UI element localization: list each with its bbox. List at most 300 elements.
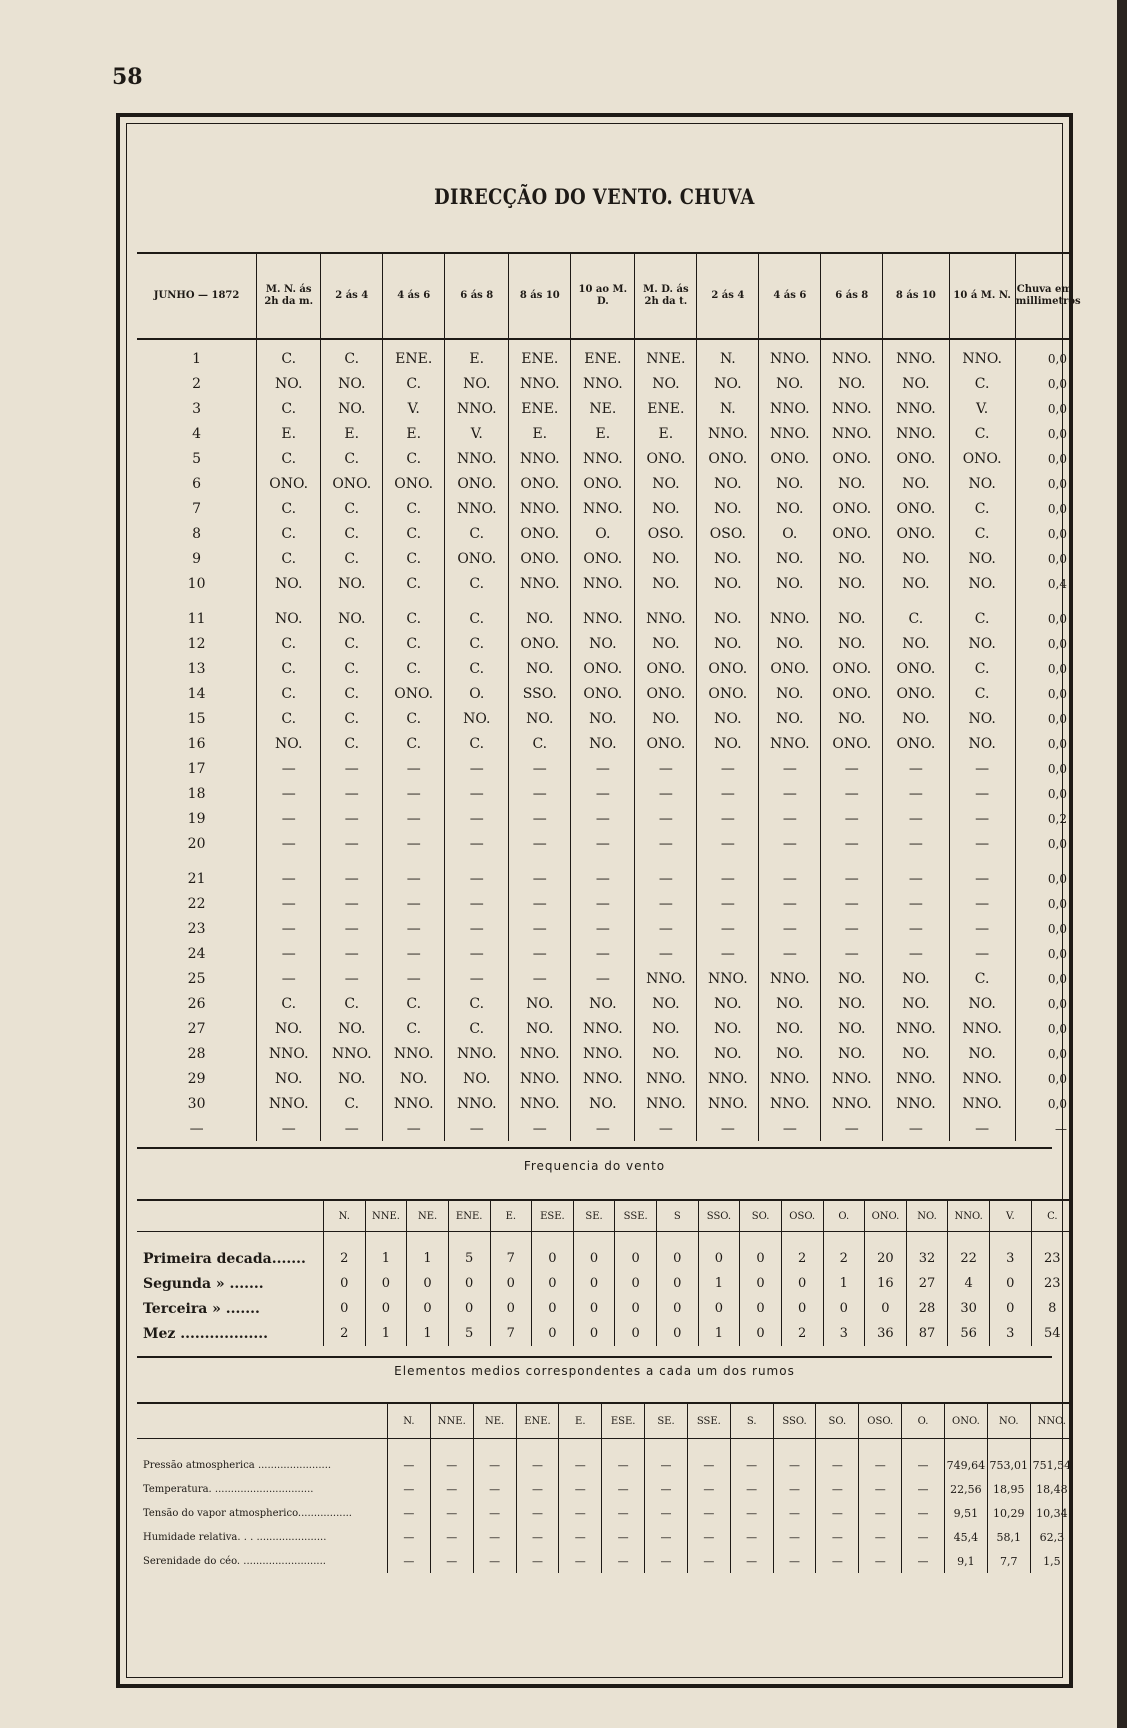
- day-cell: 12: [187, 635, 206, 652]
- wind-cell: —: [821, 806, 883, 831]
- wind-cell: NO.: [949, 631, 1015, 656]
- mean-elements-table: [137, 1402, 1073, 1573]
- table-row: [137, 1321, 1073, 1346]
- wind-cell: —: [635, 806, 697, 831]
- wind-cell: ONO.: [821, 656, 883, 681]
- elements-cell: —: [902, 1549, 945, 1573]
- wind-cell: C.: [321, 496, 383, 521]
- row-label: Humidade relativa. . . ......................: [143, 1531, 327, 1543]
- wind-cell: —: [321, 806, 383, 831]
- day-cell: 16: [187, 735, 206, 752]
- wind-cell: C.: [383, 596, 445, 631]
- wind-cell: C.: [257, 706, 321, 731]
- wind-cell: C.: [383, 371, 445, 396]
- frequency-caption: Frequencia do vento: [523, 1159, 666, 1173]
- table-row: [137, 339, 1073, 371]
- elements-cell: —: [388, 1477, 431, 1501]
- wind-cell: E.: [257, 421, 321, 446]
- wind-cell: C.: [383, 496, 445, 521]
- wind-cell: —: [821, 781, 883, 806]
- wind-cell: NO.: [697, 471, 759, 496]
- section-rule: [137, 1147, 1052, 1149]
- wind-cell: ONO.: [257, 471, 321, 496]
- frequency-column-header: S: [657, 1200, 699, 1232]
- wind-cell: NNO.: [883, 339, 949, 371]
- frequency-cell: 0: [865, 1296, 907, 1321]
- table-row: [137, 546, 1073, 571]
- wind-cell: NO.: [257, 571, 321, 596]
- elements-cell: —: [816, 1477, 859, 1501]
- wind-cell: —: [821, 891, 883, 916]
- wind-cell: —: [383, 756, 445, 781]
- wind-cell: NO.: [509, 991, 571, 1016]
- wind-cell: C.: [321, 631, 383, 656]
- wind-cell: NNO.: [445, 1091, 509, 1116]
- table-row: [137, 706, 1073, 731]
- wind-cell: —: [509, 891, 571, 916]
- wind-cell: NNO.: [571, 1016, 635, 1041]
- elements-column-header: NO.: [987, 1403, 1030, 1439]
- frequency-cell: 0: [615, 1271, 657, 1296]
- row-label: Mez ..................: [143, 1325, 268, 1342]
- frequency-cell: 36: [865, 1321, 907, 1346]
- day-cell: 8: [192, 525, 202, 542]
- wind-cell: ONO.: [321, 471, 383, 496]
- wind-cell: —: [445, 1116, 509, 1141]
- wind-cell: NO.: [697, 546, 759, 571]
- wind-cell: —: [445, 831, 509, 856]
- elements-column-header: SO.: [816, 1403, 859, 1439]
- wind-cell: —: [635, 916, 697, 941]
- wind-cell: —: [571, 781, 635, 806]
- wind-cell: NNO.: [949, 339, 1015, 371]
- wind-cell: —: [321, 966, 383, 991]
- wind-cell: C.: [257, 656, 321, 681]
- wind-cell: NO.: [383, 1066, 445, 1091]
- wind-cell: —: [571, 966, 635, 991]
- wind-cell: ENE.: [509, 339, 571, 371]
- wind-cell: —: [445, 856, 509, 891]
- wind-cell: NO.: [321, 396, 383, 421]
- rain-cell: 0,0: [1015, 596, 1073, 631]
- wind-cell: —: [257, 756, 321, 781]
- wind-cell: NO.: [883, 1041, 949, 1066]
- frequency-cell: 4: [948, 1271, 990, 1296]
- day-cell: 26: [187, 995, 206, 1012]
- elements-cell: —: [602, 1439, 645, 1478]
- elements-cell: —: [645, 1439, 688, 1478]
- wind-cell: C.: [321, 681, 383, 706]
- table-row: [137, 1271, 1073, 1296]
- frequency-column-header: V.: [990, 1200, 1032, 1232]
- wind-cell: E.: [509, 421, 571, 446]
- elements-cell: —: [473, 1525, 516, 1549]
- table-row: [137, 1439, 1073, 1478]
- elements-cell: —: [602, 1477, 645, 1501]
- frequency-header: [137, 1200, 1073, 1232]
- rain-cell: 0,0: [1015, 631, 1073, 656]
- elements-cell: —: [645, 1525, 688, 1549]
- frequency-column-header: O.: [823, 1200, 865, 1232]
- wind-cell: —: [383, 916, 445, 941]
- wind-cell: ONO.: [821, 731, 883, 756]
- wind-cell: —: [257, 831, 321, 856]
- elements-cell: 749,64: [944, 1439, 987, 1478]
- wind-cell: NO.: [257, 371, 321, 396]
- wind-cell: ONO.: [571, 471, 635, 496]
- elements-cell: —: [816, 1439, 859, 1478]
- wind-cell: —: [949, 1116, 1015, 1141]
- wind-cell: —: [883, 941, 949, 966]
- frequency-corner: [137, 1200, 324, 1232]
- wind-cell: ONO.: [759, 656, 821, 681]
- frequency-cell: 0: [698, 1296, 740, 1321]
- elements-cell: —: [902, 1525, 945, 1549]
- wind-cell: NNO.: [759, 1066, 821, 1091]
- wind-cell: C.: [321, 991, 383, 1016]
- wind-cell: NNO.: [697, 1091, 759, 1116]
- elements-column-header: ONO.: [944, 1403, 987, 1439]
- wind-cell: —: [571, 891, 635, 916]
- wind-cell: ONO.: [383, 471, 445, 496]
- frequency-cell: 0: [657, 1321, 699, 1346]
- table-row: [137, 1016, 1073, 1041]
- wind-cell: NO.: [321, 596, 383, 631]
- row-label: Tensão do vapor atmospherico.................: [143, 1507, 352, 1519]
- wind-cell: NO.: [821, 966, 883, 991]
- wind-direction-table: [137, 252, 1081, 1141]
- frequency-cell: 3: [990, 1321, 1032, 1346]
- day-cell: 1: [192, 350, 202, 367]
- elements-column-header: ESE.: [602, 1403, 645, 1439]
- wind-cell: NO.: [571, 631, 635, 656]
- table-row: [137, 656, 1073, 681]
- wind-cell: ENE.: [571, 339, 635, 371]
- rain-cell: 0,0: [1015, 1091, 1073, 1116]
- rain-cell: 0,0: [1015, 339, 1073, 371]
- wind-cell: NE.: [571, 396, 635, 421]
- elements-cell: —: [559, 1477, 602, 1501]
- wind-cell: NNO.: [821, 1066, 883, 1091]
- wind-column-header: JUNHO — 1872: [137, 253, 257, 339]
- elements-column-header: NE.: [473, 1403, 516, 1439]
- table-row: [137, 496, 1073, 521]
- wind-cell: —: [883, 781, 949, 806]
- elements-column-header: NNO.: [1030, 1403, 1073, 1439]
- frequency-cell: 8: [1031, 1296, 1073, 1321]
- elements-cell: —: [559, 1439, 602, 1478]
- row-label: Primeira decada.......: [143, 1250, 306, 1267]
- day-cell: 4: [192, 425, 202, 442]
- wind-cell: —: [883, 916, 949, 941]
- wind-cell: ONO.: [883, 446, 949, 471]
- wind-cell: V.: [383, 396, 445, 421]
- elements-cell: —: [602, 1549, 645, 1573]
- elements-cell: —: [687, 1477, 730, 1501]
- frequency-cell: 22: [948, 1232, 990, 1272]
- rain-cell: 0,0: [1015, 891, 1073, 916]
- wind-cell: NNO.: [759, 731, 821, 756]
- elements-header: [137, 1403, 1073, 1439]
- wind-cell: NNO.: [571, 496, 635, 521]
- wind-cell: —: [759, 856, 821, 891]
- wind-cell: ONO.: [821, 446, 883, 471]
- wind-cell: NNO.: [571, 1066, 635, 1091]
- wind-cell: NNO.: [759, 596, 821, 631]
- row-label: Terceira » .......: [143, 1300, 260, 1317]
- wind-cell: C.: [445, 1016, 509, 1041]
- wind-cell: —: [697, 891, 759, 916]
- wind-cell: —: [883, 806, 949, 831]
- frequency-cell: 0: [781, 1296, 823, 1321]
- wind-cell: —: [383, 891, 445, 916]
- wind-cell: NNO.: [383, 1041, 445, 1066]
- wind-cell: NNO.: [509, 1091, 571, 1116]
- wind-column-header: 4 ás 6: [383, 253, 445, 339]
- wind-cell: C.: [383, 706, 445, 731]
- frequency-cell: 0: [657, 1232, 699, 1272]
- wind-cell: —: [383, 831, 445, 856]
- rain-cell: 0,0: [1015, 446, 1073, 471]
- wind-cell: ENE.: [383, 339, 445, 371]
- frequency-cell: 0: [490, 1296, 532, 1321]
- wind-cell: ONO.: [445, 471, 509, 496]
- frequency-cell: 0: [573, 1321, 615, 1346]
- frequency-cell: 0: [615, 1232, 657, 1272]
- table-row: [137, 781, 1073, 806]
- wind-cell: C.: [321, 731, 383, 756]
- wind-cell: NO.: [509, 596, 571, 631]
- wind-cell: NO.: [759, 571, 821, 596]
- elements-cell: —: [388, 1549, 431, 1573]
- wind-cell: NNO.: [635, 1066, 697, 1091]
- day-cell: 22: [187, 895, 206, 912]
- wind-cell: —: [635, 941, 697, 966]
- wind-cell: C.: [257, 496, 321, 521]
- wind-cell: —: [635, 756, 697, 781]
- wind-column-header: M. D. ás 2h da t.: [635, 253, 697, 339]
- wind-cell: C.: [321, 446, 383, 471]
- day-cell: 29: [187, 1070, 206, 1087]
- rain-cell: 0,0: [1015, 856, 1073, 891]
- wind-cell: —: [759, 891, 821, 916]
- wind-cell: C.: [383, 521, 445, 546]
- wind-cell: C.: [949, 371, 1015, 396]
- wind-cell: —: [445, 916, 509, 941]
- wind-cell: —: [759, 1116, 821, 1141]
- wind-cell: NO.: [883, 966, 949, 991]
- wind-cell: —: [949, 891, 1015, 916]
- table-row: [137, 571, 1073, 596]
- wind-cell: —: [257, 806, 321, 831]
- elements-cell: —: [516, 1477, 559, 1501]
- wind-cell: E.: [635, 421, 697, 446]
- elements-cell: 9,1: [944, 1549, 987, 1573]
- wind-cell: C.: [321, 706, 383, 731]
- table-row: [137, 446, 1073, 471]
- wind-cell: C.: [383, 571, 445, 596]
- elements-cell: 18,95: [987, 1477, 1030, 1501]
- elements-cell: —: [473, 1549, 516, 1573]
- wind-column-header: 6 ás 8: [821, 253, 883, 339]
- wind-cell: —: [759, 781, 821, 806]
- elements-cell: —: [430, 1439, 473, 1478]
- wind-cell: NO.: [697, 496, 759, 521]
- wind-cell: —: [635, 1116, 697, 1141]
- wind-table-header: [137, 253, 1073, 339]
- wind-cell: OSO.: [635, 521, 697, 546]
- elements-cell: 45,4: [944, 1525, 987, 1549]
- frequency-column-header: SO.: [740, 1200, 782, 1232]
- wind-cell: —: [321, 916, 383, 941]
- day-cell: 9: [192, 550, 202, 567]
- wind-column-header: 6 ás 8: [445, 253, 509, 339]
- frequency-cell: 0: [448, 1296, 490, 1321]
- wind-cell: V.: [949, 396, 1015, 421]
- frequency-column-header: E.: [490, 1200, 532, 1232]
- wind-cell: ONO.: [571, 546, 635, 571]
- elements-cell: —: [430, 1525, 473, 1549]
- elements-cell: —: [516, 1549, 559, 1573]
- wind-cell: NO.: [635, 706, 697, 731]
- day-cell: 14: [187, 685, 206, 702]
- wind-column-header: Chuva em millimetros: [1015, 253, 1073, 339]
- elements-cell: —: [730, 1439, 773, 1478]
- wind-cell: —: [571, 831, 635, 856]
- wind-cell: NNO.: [759, 1091, 821, 1116]
- elements-cell: —: [730, 1501, 773, 1525]
- wind-cell: —: [571, 756, 635, 781]
- wind-cell: —: [257, 781, 321, 806]
- wind-cell: NO.: [321, 371, 383, 396]
- wind-cell: C.: [445, 991, 509, 1016]
- frequency-cell: 56: [948, 1321, 990, 1346]
- wind-cell: —: [445, 806, 509, 831]
- wind-cell: NO.: [697, 706, 759, 731]
- table-row: [137, 856, 1073, 891]
- wind-cell: NNO.: [509, 571, 571, 596]
- wind-cell: —: [383, 806, 445, 831]
- wind-cell: —: [321, 856, 383, 891]
- wind-cell: NNO.: [571, 371, 635, 396]
- wind-cell: —: [571, 916, 635, 941]
- rain-cell: 0,0: [1015, 991, 1073, 1016]
- wind-column-header: 10 ao M. D.: [571, 253, 635, 339]
- table-row: [137, 756, 1073, 781]
- frequency-cell: 5: [448, 1232, 490, 1272]
- wind-cell: ONO.: [821, 681, 883, 706]
- wind-cell: NO.: [821, 1016, 883, 1041]
- wind-cell: C.: [445, 596, 509, 631]
- wind-cell: —: [635, 781, 697, 806]
- day-cell: 21: [187, 870, 206, 887]
- elements-cell: —: [559, 1501, 602, 1525]
- elements-cell: 18,48: [1030, 1477, 1073, 1501]
- wind-cell: —: [321, 941, 383, 966]
- wind-cell: C.: [445, 631, 509, 656]
- section-rule: [137, 1356, 1052, 1358]
- elements-cell: —: [773, 1525, 816, 1549]
- wind-cell: NO.: [821, 471, 883, 496]
- table-row: [137, 1296, 1073, 1321]
- wind-cell: NO.: [509, 1016, 571, 1041]
- wind-cell: NNO.: [509, 496, 571, 521]
- wind-cell: C.: [949, 596, 1015, 631]
- wind-cell: —: [635, 831, 697, 856]
- elements-cell: —: [430, 1477, 473, 1501]
- frequency-cell: 7: [490, 1321, 532, 1346]
- wind-cell: E.: [571, 421, 635, 446]
- wind-column-header: 8 ás 10: [509, 253, 571, 339]
- wind-cell: —: [321, 831, 383, 856]
- frequency-cell: 0: [740, 1232, 782, 1272]
- frequency-cell: 23: [1031, 1232, 1073, 1272]
- frequency-cell: 7: [490, 1232, 532, 1272]
- table-row: [137, 916, 1073, 941]
- day-cell: 30: [187, 1095, 206, 1112]
- wind-cell: NO.: [635, 496, 697, 521]
- wind-cell: —: [759, 756, 821, 781]
- wind-cell: ONO.: [445, 546, 509, 571]
- wind-cell: ENE.: [509, 396, 571, 421]
- wind-cell: NO.: [821, 571, 883, 596]
- wind-cell: —: [445, 756, 509, 781]
- rain-cell: 0,0: [1015, 681, 1073, 706]
- wind-cell: NO.: [759, 706, 821, 731]
- wind-cell: —: [509, 831, 571, 856]
- elements-cell: —: [816, 1549, 859, 1573]
- wind-cell: —: [697, 806, 759, 831]
- table-row: [137, 596, 1073, 631]
- wind-cell: NO.: [759, 991, 821, 1016]
- wind-cell: NO.: [883, 546, 949, 571]
- wind-cell: —: [949, 806, 1015, 831]
- frequency-cell: 1: [407, 1321, 449, 1346]
- wind-cell: NNO.: [883, 1091, 949, 1116]
- frequency-cell: 2: [781, 1321, 823, 1346]
- wind-cell: NO.: [635, 571, 697, 596]
- wind-cell: NNO.: [883, 1016, 949, 1041]
- rain-cell: 0,0: [1015, 916, 1073, 941]
- frequency-column-header: ONO.: [865, 1200, 907, 1232]
- day-cell: 5: [192, 450, 202, 467]
- wind-cell: NO.: [571, 731, 635, 756]
- wind-cell: ONO.: [883, 656, 949, 681]
- rain-cell: 0,0: [1015, 966, 1073, 991]
- wind-cell: ONO.: [509, 631, 571, 656]
- frequency-column-header: SE.: [573, 1200, 615, 1232]
- wind-cell: —: [571, 1116, 635, 1141]
- wind-cell: C.: [883, 596, 949, 631]
- elements-cell: —: [730, 1525, 773, 1549]
- day-cell: 11: [187, 610, 206, 627]
- wind-cell: NO.: [883, 631, 949, 656]
- wind-cell: NO.: [445, 706, 509, 731]
- wind-cell: C.: [445, 521, 509, 546]
- wind-cell: —: [383, 1116, 445, 1141]
- frequency-cell: 2: [781, 1232, 823, 1272]
- wind-cell: C.: [509, 731, 571, 756]
- wind-cell: NNO.: [445, 1041, 509, 1066]
- wind-cell: NO.: [821, 546, 883, 571]
- frequency-cell: 20: [865, 1232, 907, 1272]
- wind-cell: OSO.: [697, 521, 759, 546]
- wind-cell: E.: [445, 339, 509, 371]
- day-cell: 27: [187, 1020, 206, 1037]
- wind-cell: —: [759, 806, 821, 831]
- wind-cell: —: [509, 941, 571, 966]
- wind-cell: —: [697, 916, 759, 941]
